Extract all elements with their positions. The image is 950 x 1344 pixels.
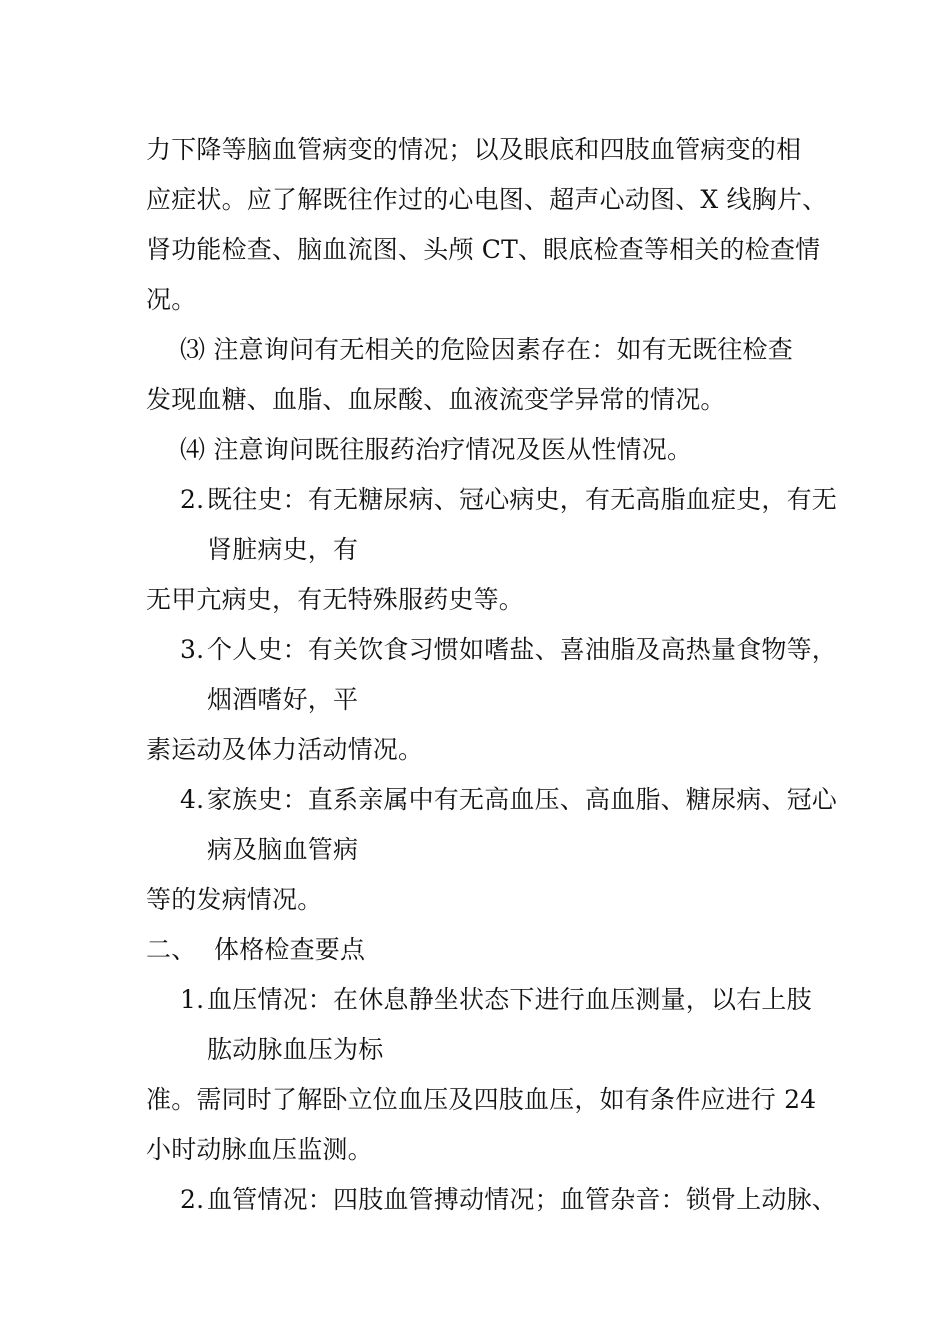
list-text-wrap: 肾脏病史，有	[207, 535, 359, 564]
list-text-continuation: 等的发病情况。	[146, 885, 323, 914]
list-text-continuation: 无甲亢病史，有无特殊服药史等。	[146, 585, 525, 614]
list-text-continuation: 准。需同时了解卧立位血压及四肢血压，如有条件应进行 24	[146, 1085, 817, 1114]
list-text: 血管情况：四肢血管搏动情况；血管杂音：锁骨上动脉、	[207, 1185, 838, 1214]
text-line: 况。	[146, 285, 197, 314]
list-item-family-history	[180, 785, 837, 815]
section-number: 二、	[146, 935, 197, 964]
list-item-personal-history	[180, 635, 837, 665]
list-text-continuation: 素运动及体力活动情况。	[146, 735, 424, 764]
list-number: 1.	[180, 985, 205, 1014]
list-text-wrap: 烟酒嗜好，平	[207, 685, 359, 714]
list-text-wrap: 病及脑血管病	[207, 835, 359, 864]
text-line: 应症状。应了解既往作过的心电图、超声心动图、X 线胸片、	[146, 185, 828, 214]
text-line: 肾功能检查、脑血流图、头颅 CT、眼底检查等相关的检查情	[146, 235, 821, 264]
text-line: ⑷ 注意询问既往服药治疗情况及医从性情况。	[180, 435, 693, 464]
list-item-blood-pressure	[180, 985, 812, 1015]
text-line: ⑶ 注意询问有无相关的危险因素存在：如有无既往检查	[180, 335, 793, 364]
list-number: 4.	[180, 785, 205, 814]
list-text: 家族史：直系亲属中有无高血压、高血脂、糖尿病、冠心	[207, 785, 838, 814]
list-text-continuation: 小时动脉血压监测。	[146, 1135, 373, 1164]
list-number: 2.	[180, 1185, 205, 1214]
list-text: 既往史：有无糖尿病、冠心病史，有无高脂血症史，有无	[207, 485, 838, 514]
list-text: 个人史：有关饮食习惯如嗜盐、喜油脂及高热量食物等，	[207, 635, 838, 664]
section-heading	[146, 935, 365, 965]
list-number: 3.	[180, 635, 205, 664]
list-text: 血压情况：在休息静坐状态下进行血压测量，以右上肢	[207, 985, 812, 1014]
list-item-vascular	[180, 1185, 837, 1215]
list-number: 2.	[180, 485, 205, 514]
list-item-past-history	[180, 485, 837, 515]
section-title: 体格检查要点	[214, 935, 366, 964]
text-line: 力下降等脑血管病变的情况；以及眼底和四肢血管病变的相	[146, 135, 802, 164]
text-line: 发现血糖、血脂、血尿酸、血液流变学异常的情况。	[146, 385, 726, 414]
list-text-wrap: 肱动脉血压为标	[207, 1035, 384, 1064]
